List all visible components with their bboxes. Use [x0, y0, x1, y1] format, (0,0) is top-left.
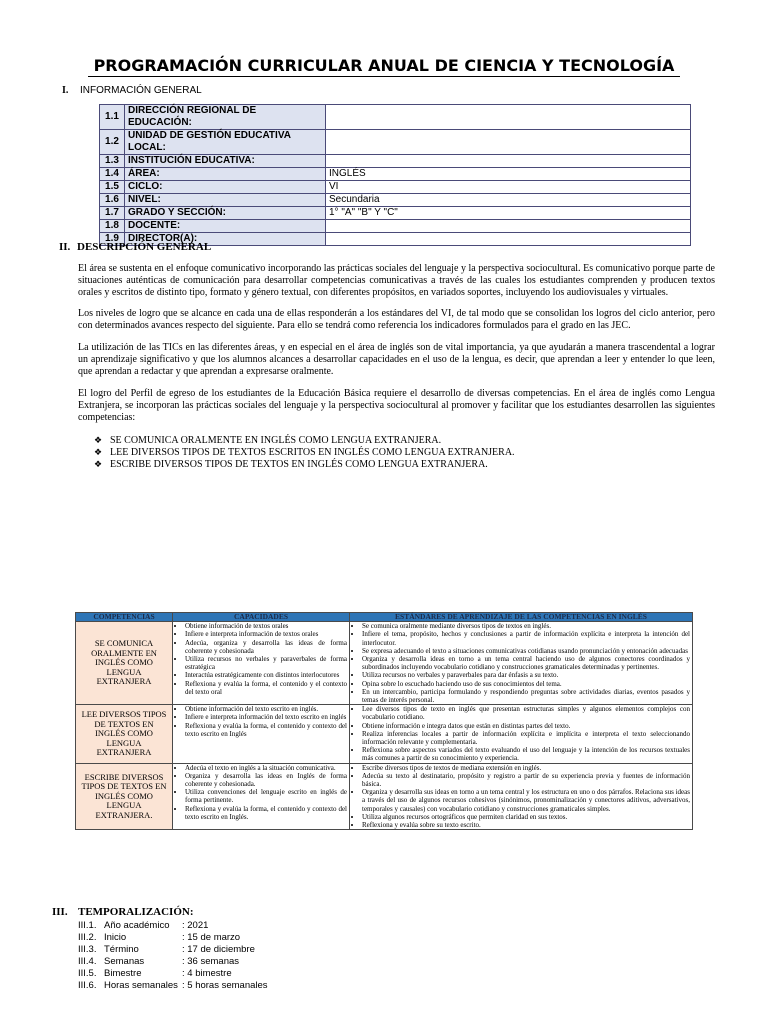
diamond-bullet-icon: ❖	[94, 459, 103, 469]
info-number: 1.9	[100, 233, 125, 246]
list-item: • Organiza y desarrolla sus ideas en torno a un tema central y los estructura en uno o dos párrafos. Relaciona sus ideas a través del uso de algunos recursos cohesivos (sinónimos, pronominalización y conectores aditivos, adversativos, temporales y causales) con vocabulario cotidiano y construcciones gramaticales simples.	[362, 788, 690, 813]
temporalizacion-item	[78, 956, 239, 968]
temporalizacion-item	[78, 980, 268, 992]
info-row	[100, 105, 691, 130]
capacity-list	[173, 763, 350, 830]
info-value	[326, 155, 691, 168]
info-label: UNIDAD DE GESTIÓN EDUCATIVA LOCAL:	[125, 130, 326, 155]
competency-bullet: ❖ SE COMUNICA ORALMENTE EN INGLÉS COMO LENGUA EXTRANJERA.	[94, 435, 442, 446]
info-number: 1.7	[100, 207, 125, 220]
paragraph: El logro del Perfil de egreso de los estudiantes de la Educación Básica requiere el desarrollo de diversas competencias. En el área de inglés como Lengua Extranjera, se incorporan las prácticas sociales del lenguaje y la perspectiva sociocultural al promover y facilitar que los estudiantes desarrollen las siguientes competencias:	[78, 388, 715, 423]
competency-name: LEE DIVERSOS TIPOS DE TEXTOS EN INGLÉS COMO LENGUA EXTRANJERA	[76, 705, 173, 763]
list-item: • Adecúa su texto al destinatario, propósito y registro a partir de su experiencia previa y fuentes de información básica.	[362, 772, 690, 788]
info-number: 1.5	[100, 181, 125, 194]
competency-row	[76, 763, 693, 830]
info-label: NIVEL:	[125, 194, 326, 207]
list-item: • Se comunica oralmente mediante diversos tipos de textos en inglés.	[362, 622, 690, 630]
standard-list	[350, 622, 693, 705]
list-item: • Obtiene información e integra datos que están en distintas partes del texto.	[362, 722, 690, 730]
list-item: • Organiza y desarrolla ideas en torno a un tema central haciendo uso de algunos conectores coordinados y subordinados incluyendo vocabulario cotidiano y construcciones gramaticales determinadas y pertinentes.	[362, 655, 690, 671]
info-value	[326, 220, 691, 233]
capacity-list	[173, 705, 350, 763]
paragraph: La utilización de las TICs en las diferentes áreas, y en especial en el área de inglés son de vital importancia, ya que ayudarán a manera trascendental a lograr un aprendizaje significativo y que los alumnos alcances a desarrollar capacidades en el uso de la lengua, es decir, que aprendan a leer y entender lo que leen, que aprendan a redactar y que aprendan a expresarse oralmente.	[78, 342, 715, 377]
standard-list	[350, 705, 693, 763]
competency-bullet: ❖ ESCRIBE DIVERSOS TIPOS DE TEXTOS EN INGLÉS COMO LENGUA EXTRANJERA.	[94, 459, 488, 470]
info-row	[100, 130, 691, 155]
header-estandares: ESTÁNDARES DE APRENDIZAJE DE LAS COMPETENCIAS EN INGLÉS	[350, 613, 693, 622]
temporalizacion-n: III.3.	[78, 944, 97, 955]
info-label: DIRECCIÓN REGIONAL DE EDUCACIÓN:	[125, 105, 326, 130]
list-item: • Interactúa estratégicamente con distintos interlocutores	[185, 671, 347, 679]
list-item: • Utiliza recursos no verbales y paraverbales de forma estratégica	[185, 655, 347, 671]
info-label: DOCENTE:	[125, 220, 326, 233]
section-2-heading: II. DESCRIPCIÓN GENERAL	[59, 241, 212, 253]
list-item: • Reflexiona sobre aspectos variados del texto evaluando el uso del lenguaje y la intención de los recursos textuales más comunes a partir de su conocimiento y experiencia.	[362, 746, 690, 762]
list-item: • Infiere e interpreta información del texto escrito en inglés	[185, 713, 347, 721]
paragraph: Los niveles de logro que se alcance en cada una de ellas responderán a los estándares del VI, de tal modo que se consolidan los logros del ciclo anterior, pero con determinados avances respecto del siguiente. Para ello se tendrá como referencia los indicadores formulados para el grado en las JEC.	[78, 308, 715, 331]
temporalizacion-item	[78, 920, 208, 932]
section-1-heading: I. INFORMACIÓN GENERAL	[62, 85, 202, 96]
list-item: • Lee diversos tipos de texto en inglés que presentan estructuras simples y algunos elementos complejos con vocabulario cotidiano.	[362, 705, 690, 721]
paragraph: El área se sustenta en el enfoque comunicativo incorporando las prácticas sociales del lenguaje y la perspectiva sociocultural. Es comunicativo porque parte de situaciones auténticas de comunicación para desarrollar competencias comunicativas a través de las cuales los estudiantes comprenden y producen textos orales y escritos de distinto tipo, formato y género textual, con diferentes propósitos, en variados soportes, incluyendo los audiovisuales y virtuales.	[78, 263, 715, 298]
list-item: • Obtiene información del texto escrito en inglés.	[185, 705, 347, 713]
info-value: VI	[326, 181, 691, 194]
competencies-header-row	[76, 613, 693, 622]
list-item: • Opina sobre lo escuchado haciendo uso de sus conocimientos del tema.	[362, 680, 690, 688]
temporalizacion-n: III.2.	[78, 932, 97, 943]
temporalizacion-item	[78, 968, 232, 980]
info-row	[100, 168, 691, 181]
list-item: • Utiliza algunos recursos ortográficos que permiten claridad en sus textos.	[362, 813, 690, 821]
info-row	[100, 207, 691, 220]
list-item: • Obtiene información de textos orales	[185, 622, 347, 630]
header-capacidades: CAPACIDADES	[173, 613, 350, 622]
info-label: GRADO Y SECCIÓN:	[125, 207, 326, 220]
list-item: • Reflexiona y evalúa la forma, el contenido y contexto del texto escrito en Inglés	[185, 722, 347, 738]
list-item: • Realiza inferencias locales a partir de información explícita e implícita e interpreta el texto seleccionando información relevante y complementaria.	[362, 730, 690, 746]
competency-name: ESCRIBE DIVERSOS TIPOS DE TEXTOS EN INGLÉS COMO LENGUA EXTRANJERA.	[76, 763, 173, 830]
temporalizacion-n: III.4.	[78, 956, 97, 967]
temporalizacion-label: Término	[104, 944, 139, 955]
temporalizacion-n: III.5.	[78, 968, 97, 979]
competency-row	[76, 705, 693, 763]
info-value: 1° "A" "B" Y "C"	[326, 207, 691, 220]
list-item: • Utiliza recursos no verbales y paraverbales para dar énfasis a su texto.	[362, 671, 690, 679]
competency-row	[76, 622, 693, 705]
temporalizacion-value: : 15 de marzo	[182, 932, 241, 943]
competency-bullet: ❖ LEE DIVERSOS TIPOS DE TEXTOS ESCRITOS EN INGLÉS COMO LENGUA EXTRANJERA.	[94, 447, 515, 458]
info-number: 1.3	[100, 155, 125, 168]
temporalizacion-value: : 2021	[182, 920, 209, 931]
info-label: ÁREA:	[125, 168, 326, 181]
info-row	[100, 220, 691, 233]
temporalizacion-label: Inicio	[104, 932, 127, 943]
info-row	[100, 155, 691, 168]
info-number: 1.2	[100, 130, 125, 155]
temporalizacion-label: Semanas	[104, 956, 145, 967]
info-value: Secundaria	[326, 194, 691, 207]
capacity-list	[173, 622, 350, 705]
list-item: • Reflexiona y evalúa la forma, el contenido y el contexto del texto oral	[185, 680, 347, 696]
temporalizacion-label: Horas semanales	[104, 980, 178, 991]
list-item: • Infiere el tema, propósito, hechos y conclusiones a partir de información explícita e interpreta la intención del interlocutor.	[362, 630, 690, 646]
info-value	[326, 130, 691, 155]
temporalizacion-label: Año académico	[104, 920, 170, 931]
info-label: INSTITUCIÓN EDUCATIVA:	[125, 155, 326, 168]
list-item: • Utiliza convenciones del lenguaje escrito en inglés de forma pertinente.	[185, 788, 347, 804]
list-item: • Adecúa el texto en inglés a la situación comunicativa.	[185, 764, 347, 772]
info-row	[100, 181, 691, 194]
diamond-bullet-icon: ❖	[94, 447, 103, 457]
info-number: 1.8	[100, 220, 125, 233]
temporalizacion-value: : 36 semanas	[182, 956, 240, 967]
info-number: 1.6	[100, 194, 125, 207]
temporalizacion-n: III.1.	[78, 920, 97, 931]
info-label: DIRECTOR(A):	[125, 233, 326, 246]
list-item: • Reflexiona y evalúa la forma, el contenido y contexto del texto escrito en Inglés.	[185, 805, 347, 821]
info-value: INGLÉS	[326, 168, 691, 181]
competencies-table	[75, 612, 693, 830]
info-number: 1.4	[100, 168, 125, 181]
diamond-bullet-icon: ❖	[94, 435, 103, 445]
list-item: • En un intercambio, participa formulando y respondiendo preguntas sobre actividades diarias, eventos pasados y temas de interés personal.	[362, 688, 690, 704]
document-title: PROGRAMACIÓN CURRICULAR ANUAL DE CIENCIA Y TECNOLOGÍA	[0, 56, 768, 75]
info-label: CICLO:	[125, 181, 326, 194]
temporalizacion-item	[78, 944, 255, 956]
info-row	[100, 194, 691, 207]
list-item: • Organiza y desarrolla las ideas en Inglés de forma coherente y cohesionada.	[185, 772, 347, 788]
section-3-heading: III. TEMPORALIZACIÓN:	[52, 906, 194, 918]
list-item: • Infiere e interpreta información de textos orales	[185, 630, 347, 638]
list-item: • Adecúa, organiza y desarrolla las ideas de forma coherente y cohesionada	[185, 639, 347, 655]
temporalizacion-item	[78, 932, 240, 944]
general-info-table	[99, 104, 691, 246]
temporalizacion-value: : 4 bimestre	[182, 968, 232, 979]
list-item: • Escribe diversos tipos de textos de mediana extensión en inglés.	[362, 764, 690, 772]
temporalizacion-label: Bimestre	[104, 968, 142, 979]
header-competencias: COMPETENCIAS	[76, 613, 173, 622]
temporalizacion-n: III.6.	[78, 980, 97, 991]
temporalizacion-value: : 17 de diciembre	[182, 944, 255, 955]
competency-name: SE COMUNICA ORALMENTE EN INGLÉS COMO LENGUA EXTRANJERA	[76, 622, 173, 705]
list-item: • Reflexiona y evalúa sobre su texto escrito.	[362, 821, 690, 829]
standard-list	[350, 763, 693, 830]
temporalizacion-value: : 5 horas semanales	[182, 980, 268, 991]
info-number: 1.1	[100, 105, 125, 130]
list-item: • Se expresa adecuando el texto a situaciones comunicativas cotidianas usando pronunciación y entonación adecuadas	[362, 647, 690, 655]
info-value	[326, 233, 691, 246]
info-value	[326, 105, 691, 130]
